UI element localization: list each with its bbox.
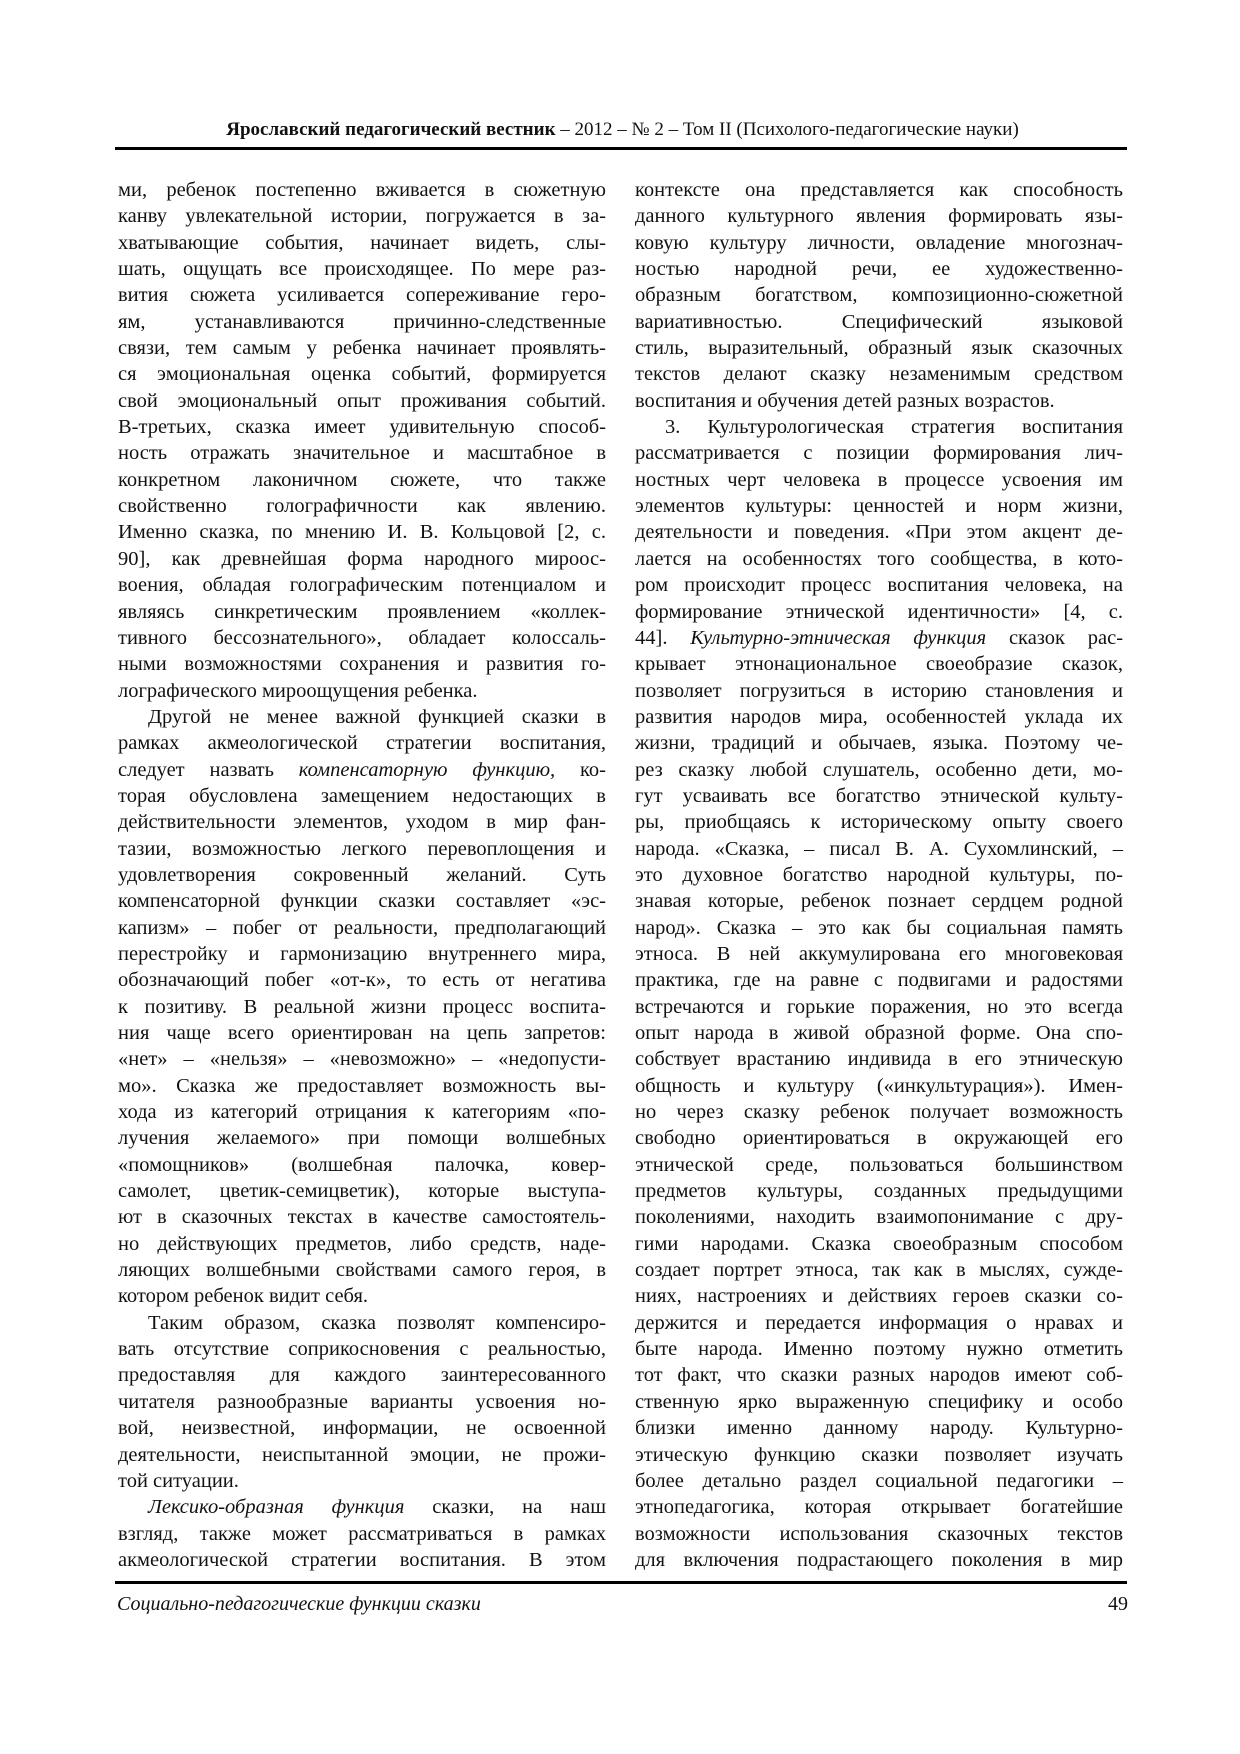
text-segment: близки именно данному народу. Культурно- [635, 1417, 1123, 1440]
text-line [118, 361, 606, 387]
text-segment: стиль, выразительный, образный язык сказочных [635, 337, 1123, 360]
text-segment: мо». Сказка же предоставляет возможность вы- [118, 1074, 606, 1097]
text-segment: читателя разнообразные варианты усвоения но- [118, 1390, 606, 1413]
text-segment: общность и культуру («инкультурация»). Имен- [635, 1074, 1123, 1097]
text-line [635, 809, 1123, 835]
text-segment: конкретном лаконичном сюжете, что также [118, 468, 606, 491]
text-line [118, 809, 606, 835]
text-segment: «нет» – «нельзя» – «невозможно» – «недопусти- [118, 1048, 606, 1071]
text-line [118, 967, 606, 993]
text-segment: сказки, на наш [404, 1496, 606, 1519]
text-line [635, 678, 1123, 704]
text-line [118, 1442, 606, 1468]
text-line [635, 730, 1123, 756]
text-line [635, 836, 1123, 862]
text-segment: вать отсутствие соприкосновения с реальностью, [118, 1338, 606, 1361]
page-number: 49 [1108, 1593, 1128, 1615]
text-segment: торая обусловлена замещением недостающих в [118, 784, 606, 807]
text-segment: ми, ребенок постепенно вживается в сюжетную [118, 179, 606, 201]
text-line [118, 519, 606, 545]
text-segment: ниях, настроениях и действиях героев сказки со- [635, 1285, 1123, 1308]
text-line [635, 1547, 1123, 1573]
text-line [118, 625, 606, 651]
header-rule [115, 147, 1127, 150]
text-line [635, 1099, 1123, 1125]
emphasized-term: Культурно-этническая функция [690, 626, 987, 649]
text-line [118, 1073, 606, 1099]
text-segment: народ». Сказка – это как бы социальная память [635, 916, 1123, 939]
text-segment: обозначающий побег «от-к», то есть от негатива [118, 969, 606, 992]
text-line [118, 1389, 606, 1415]
text-line [635, 414, 1123, 440]
text-segment: ко- [555, 758, 606, 781]
text-segment: тивного бессознательного», обладает колоссаль- [118, 626, 606, 649]
text-segment: Именно сказка, по мнению И. В. Кольцовой [2, с. [118, 521, 606, 544]
text-line [635, 783, 1123, 809]
text-line [635, 1468, 1123, 1494]
text-segment: ям, устанавливаются причинно-следственные [118, 310, 606, 333]
text-segment: рассматривается с позиции формирования лич- [635, 442, 1123, 465]
text-line [635, 1152, 1123, 1178]
text-line [635, 994, 1123, 1020]
text-segment: но через сказку ребенок получает возможность [635, 1101, 1123, 1124]
text-segment: деятельности и поведения. «При этом акцент де- [635, 521, 1123, 544]
text-line [635, 440, 1123, 466]
text-segment: 44]. [635, 626, 691, 649]
text-segment: ром происходит процесс воспитания человека, на [635, 574, 1123, 597]
text-line [635, 177, 1123, 203]
text-segment: Другой не менее важной функцией сказки в [148, 705, 606, 728]
text-segment: удовлетворения сокровенный желаний. Суть [118, 863, 606, 886]
text-line [635, 704, 1123, 730]
text-segment: деятельности, неиспытанной эмоции, не прожи- [118, 1443, 606, 1466]
text-line [118, 309, 606, 335]
text-segment: практика, где на равне с подвигами и радостями [635, 969, 1123, 992]
text-segment: компенсаторной функции сказки составляет «эс- [118, 890, 606, 913]
text-line [635, 1283, 1123, 1309]
text-line [635, 1494, 1123, 1520]
text-segment: ственную ярко выраженную специфику и особо [635, 1390, 1123, 1413]
text-line [635, 467, 1123, 493]
text-segment: самолет, цветик-семицветик), которые выступа- [118, 1180, 606, 1203]
emphasized-term: компенсаторную функцию, [298, 758, 556, 781]
text-segment: встречаются и горькие поражения, но это всегда [635, 995, 1123, 1018]
text-line [635, 888, 1123, 914]
text-line [118, 230, 606, 256]
text-segment: ностных черт человека в процессе усвоения им [635, 468, 1123, 491]
text-segment: формирование этнической идентичности» [4, с. [635, 600, 1123, 623]
text-line [635, 519, 1123, 545]
journal-title: Ярославский педагогический вестник [226, 119, 556, 140]
text-line [118, 862, 606, 888]
text-segment: ностью народной речи, ее художественно- [635, 258, 1123, 281]
text-line [118, 467, 606, 493]
text-line [635, 1336, 1123, 1362]
text-line [118, 1547, 606, 1573]
text-line [635, 388, 1123, 414]
text-segment: гими народами. Сказка своеобразным способом [635, 1232, 1123, 1255]
text-line [118, 1046, 606, 1072]
text-segment: тазии, возможностью легкого перевоплощения и [118, 837, 606, 860]
text-segment: связи, тем самым у ребенка начинает проявлять- [118, 337, 606, 360]
text-line [635, 1125, 1123, 1151]
text-segment: ют в сказочных текстах в качестве самостоятель- [118, 1206, 606, 1229]
text-segment: вития сюжета усиливается сопереживание геро- [118, 284, 606, 307]
text-segment: ся эмоциональная оценка событий, формируется [118, 363, 606, 386]
text-line [118, 1336, 606, 1362]
text-line [118, 836, 606, 862]
text-segment: следует назвать [118, 758, 299, 781]
text-segment: это духовное богатство народной культуры, по- [635, 863, 1123, 886]
text-line [635, 1046, 1123, 1072]
text-segment: хода из категорий отрицания к категориям «по- [118, 1101, 606, 1124]
text-line [118, 388, 606, 414]
text-segment: котором ребенок видит себя. [118, 1285, 369, 1308]
left-column [118, 177, 606, 1573]
text-line [118, 177, 606, 203]
right-column [635, 177, 1123, 1573]
text-segment: крывает этнонациональное своеобразие сказок, [635, 653, 1123, 676]
text-segment: образным богатством, композиционно-сюжетной [635, 284, 1123, 307]
text-line [118, 678, 606, 704]
text-segment: рамках акмеологической стратегии воспитания, [118, 732, 606, 755]
text-segment: Таким образом, сказка позволят компенсиро- [148, 1311, 606, 1334]
text-segment: создает портрет этноса, так как в мыслях, сужде- [635, 1259, 1123, 1282]
text-segment: лографического мироощущения ребенка. [118, 679, 478, 702]
text-segment: опыт народа в живой образной форме. Она спо- [635, 1022, 1123, 1044]
text-line [118, 1020, 606, 1046]
text-line [118, 730, 606, 756]
text-segment: элементов культуры: ценностей и норм жизни, [635, 495, 1123, 518]
text-segment: быте народа. Именно поэтому нужно отметить [635, 1338, 1123, 1361]
text-line [635, 625, 1123, 651]
text-segment: тот факт, что сказки разных народов имеют соб- [635, 1364, 1123, 1387]
text-segment: более детально раздел социальной педагогики – [635, 1469, 1123, 1492]
text-segment: вой, неизвестной, информации, не освоенной [118, 1417, 606, 1440]
text-segment: В-третьих, сказка имеет удивительную способ- [118, 416, 606, 439]
text-line [635, 862, 1123, 888]
text-segment: вариативностью. Специфический языковой [635, 310, 1123, 333]
text-segment: лается на особенностях того сообщества, в кото- [635, 547, 1123, 570]
text-line [118, 1415, 606, 1441]
text-segment: канву увлекательной истории, погружается в за- [118, 205, 606, 228]
text-line [118, 203, 606, 229]
text-line [118, 572, 606, 598]
text-segment: «помощников» (волшебная палочка, ковер- [118, 1153, 606, 1176]
text-segment: воспитания и обучения детей разных возрастов. [635, 389, 1055, 412]
text-segment: хватывающие события, начинает видеть, слы- [118, 231, 606, 254]
text-segment: к позитиву. В реальной жизни процесс воспита- [118, 995, 606, 1018]
text-segment: ность отражать значительное и масштабное в [118, 442, 606, 465]
text-segment: развития народов мира, особенностей уклада их [635, 705, 1123, 728]
text-line [635, 1415, 1123, 1441]
emphasized-term: Лексико-образная функция [148, 1496, 405, 1519]
text-segment: шать, ощущать все происходящее. По мере раз- [118, 258, 606, 281]
text-line [635, 572, 1123, 598]
text-line [118, 1204, 606, 1230]
text-line [118, 1283, 606, 1309]
text-line [635, 1178, 1123, 1204]
text-segment: контексте она представляется как способность [635, 179, 1123, 201]
text-line [635, 1231, 1123, 1257]
text-segment: позволяет погрузиться в историю становления и [635, 679, 1123, 702]
text-line [118, 1362, 606, 1388]
text-line [635, 599, 1123, 625]
text-line [118, 546, 606, 572]
text-segment: этнопедагогика, которая открывает богатейшие [635, 1496, 1123, 1519]
text-segment: воения, обладая голографическим потенциалом и [118, 574, 606, 597]
text-line [635, 1020, 1123, 1046]
text-segment: поколениями, находить взаимопонимание с дру- [635, 1206, 1123, 1229]
text-line [118, 440, 606, 466]
footer-rule [115, 1581, 1127, 1584]
text-line [118, 888, 606, 914]
text-line [118, 915, 606, 941]
text-segment: лучения желаемого» при помощи волшебных [118, 1127, 606, 1150]
text-segment: держится и передается информация о нравах и [635, 1311, 1123, 1334]
text-segment: перестройку и гармонизацию внутреннего мира, [118, 942, 606, 965]
text-line [118, 414, 606, 440]
text-segment: возможности использования сказочных текстов [635, 1522, 1123, 1545]
text-line [635, 335, 1123, 361]
article-title: Социально-педагогические функции сказки [117, 1593, 481, 1615]
text-line [635, 256, 1123, 282]
text-segment: гут усваивать все богатство этнической культу- [635, 784, 1123, 807]
text-segment: свободно ориентироваться в окружающей его [635, 1127, 1123, 1150]
text-line [118, 1257, 606, 1283]
text-line [118, 757, 606, 783]
text-line [635, 1521, 1123, 1547]
text-line [635, 493, 1123, 519]
text-segment: этнической среде, пользоваться большинством [635, 1153, 1123, 1176]
text-segment: акмеологической стратегии воспитания. В этом [118, 1548, 606, 1571]
text-segment: ры, приобщаясь к историческому опыту своего [635, 811, 1123, 834]
text-segment: предметов культуры, созданных предыдущими [635, 1180, 1123, 1203]
text-segment: предоставляя для каждого заинтересованного [118, 1364, 606, 1387]
text-line [118, 1310, 606, 1336]
text-line [118, 1178, 606, 1204]
text-line [635, 1073, 1123, 1099]
text-line [635, 651, 1123, 677]
text-line [118, 599, 606, 625]
text-line [635, 203, 1123, 229]
text-line [118, 335, 606, 361]
text-segment: капизм» – побег от реальности, предполагающий [118, 916, 606, 939]
text-segment: жизни, традиций и обычаев, языка. Поэтому че- [635, 732, 1123, 755]
text-segment: для включения подрастающего поколения в мир [635, 1548, 1123, 1571]
text-line [635, 915, 1123, 941]
text-segment: 90], как древнейшая форма народного мироос- [118, 547, 606, 570]
text-segment: но действующих предметов, либо средств, наде- [118, 1232, 606, 1255]
text-segment: этическую функцию сказки позволяет изучать [635, 1443, 1123, 1466]
text-segment: народа. «Сказка, – писал В. А. Сухомлинский, – [635, 837, 1123, 860]
text-line [118, 704, 606, 730]
text-segment: действительности элементов, уходом в мир фан- [118, 811, 606, 834]
text-line [635, 1389, 1123, 1415]
text-segment: свойственно голографичности как явлению. [118, 495, 606, 518]
text-line [118, 783, 606, 809]
text-line [118, 651, 606, 677]
text-line [635, 1257, 1123, 1283]
text-line [635, 282, 1123, 308]
running-header [115, 118, 1130, 142]
text-line [118, 282, 606, 308]
text-line [118, 256, 606, 282]
text-line [635, 1310, 1123, 1336]
text-segment: собствует врастанию индивида в его этническую [635, 1048, 1123, 1071]
text-segment: сказок рас- [986, 626, 1124, 649]
text-segment: текстов делают сказку незаменимым средством [635, 363, 1123, 386]
text-segment: знавая которые, ребенок познает сердцем родной [635, 890, 1123, 913]
text-segment: 3. Культурологическая стратегия воспитания [665, 416, 1123, 439]
text-segment: ными возможностями сохранения и развития го- [118, 653, 606, 676]
text-segment: ния чаще всего ориентирован на цепь запретов: [118, 1022, 606, 1044]
text-line [118, 1099, 606, 1125]
text-segment: рез сказку любой слушатель, особенно дети, мо- [635, 758, 1123, 781]
text-line [635, 546, 1123, 572]
text-line [635, 361, 1123, 387]
text-line [635, 941, 1123, 967]
text-segment: являясь синкретическим проявлением «коллек- [118, 600, 606, 623]
text-line [118, 941, 606, 967]
text-segment: ковую культуру личности, овладение многознач- [635, 231, 1123, 254]
text-line [635, 1362, 1123, 1388]
text-segment: этноса. В ней аккумулирована его многовековая [635, 942, 1123, 965]
text-line [635, 230, 1123, 256]
issue-info: – 2012 – № 2 – Том II (Психолого-педагогические науки) [555, 119, 1019, 140]
text-line [118, 1494, 606, 1520]
text-line [118, 1231, 606, 1257]
text-line [635, 757, 1123, 783]
text-line [118, 1521, 606, 1547]
text-segment: ляющих волшебными свойствами самого героя, в [118, 1259, 606, 1282]
text-line [635, 1442, 1123, 1468]
text-line [118, 1125, 606, 1151]
text-line [635, 1204, 1123, 1230]
text-line [635, 967, 1123, 993]
text-line [118, 493, 606, 519]
text-segment: взгляд, также может рассматриваться в рамках [118, 1522, 606, 1545]
text-line [118, 994, 606, 1020]
text-line [118, 1468, 606, 1494]
text-segment: свой эмоциональный опыт проживания событий. [118, 389, 606, 412]
text-segment: той ситуации. [118, 1469, 239, 1492]
text-segment: данного культурного явления формировать язы- [635, 205, 1123, 228]
text-line [635, 309, 1123, 335]
text-line [118, 1152, 606, 1178]
